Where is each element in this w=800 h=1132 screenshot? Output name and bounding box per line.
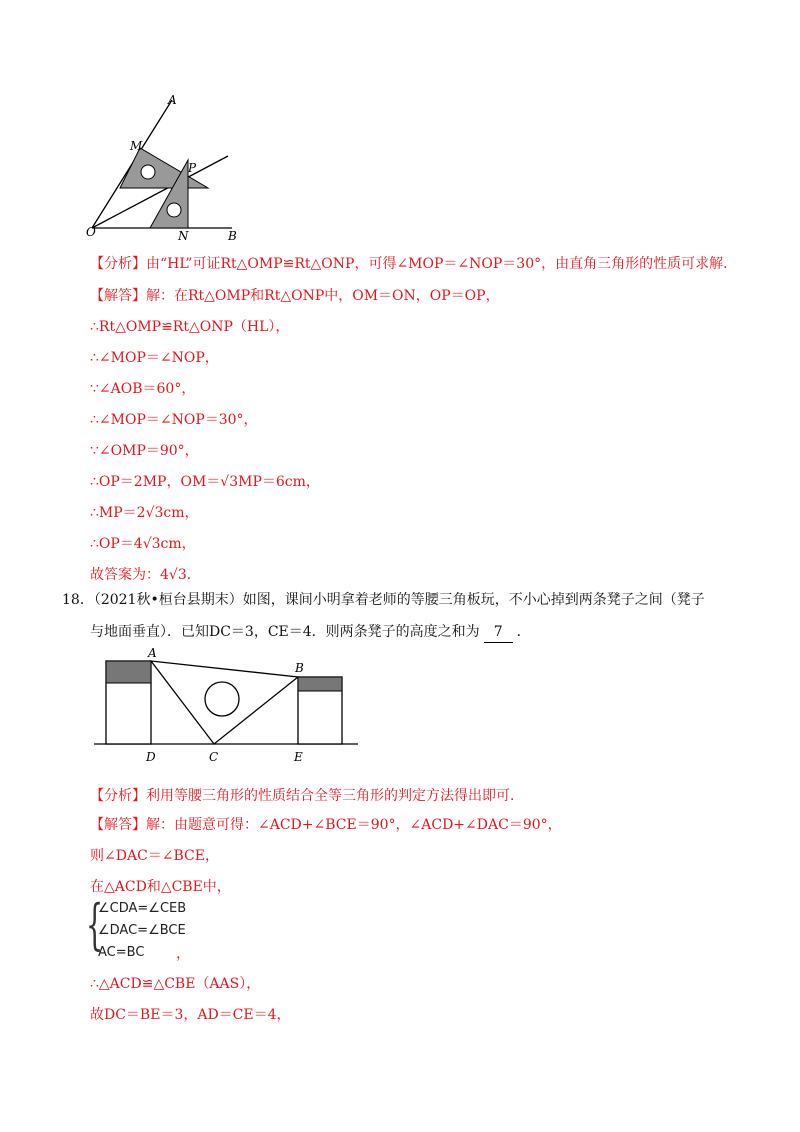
- triangle-hole: [205, 682, 239, 716]
- solution17-line-4: ∵∠AOB＝60°，: [90, 381, 196, 397]
- equation-system: [98, 898, 186, 964]
- label-e2: E: [294, 750, 303, 764]
- solution17-line-3: ∴∠MOP＝∠NOP，: [90, 350, 219, 366]
- solution18-line-4: ∴△ACD≌△CBE（AAS），: [90, 976, 261, 992]
- system-eq-3: AC=BC: [98, 945, 145, 960]
- hole-upper: [141, 165, 155, 179]
- label-c2: C: [209, 750, 219, 764]
- solution17-line-9: ∴OP＝4√3cm，: [90, 536, 196, 552]
- label-a2: A: [148, 646, 157, 660]
- system-brace: {: [86, 893, 104, 956]
- solution18-line-3: 在△ACD和△CBE中，: [90, 879, 231, 895]
- analysis-17: 【分析】由“HL”可证Rt△OMP≌Rt△ONP，可得∠MOP＝∠NOP＝30°，由直角三角形的性质可求解．: [90, 256, 738, 272]
- label-a: A: [168, 93, 177, 107]
- solution18-line-1: 【解答】解：由题意可得：∠ACD+∠BCE＝90°，∠ACD+∠DAC＝90°，: [90, 817, 562, 833]
- system-eq-2: ∠DAC=∠BCE: [98, 923, 186, 938]
- bench-right-top: [298, 677, 342, 691]
- bench-left-top: [106, 661, 151, 683]
- problem18-text-before: 与地面垂直）．已知DC＝3，CE＝4．则两条凳子的高度之和为: [90, 624, 480, 640]
- solution17-line-6: ∵∠OMP＝90°，: [90, 443, 199, 459]
- solution17-line-10: 故答案为：4√3．: [90, 567, 201, 583]
- label-b2: B: [295, 661, 304, 675]
- analysis-18: 【分析】利用等腰三角形的性质结合全等三角形的判定方法得出即可．: [90, 788, 524, 804]
- problem18-text-after: ．: [516, 624, 531, 640]
- system-eq-1: ∠CDA=∠CEB: [98, 901, 187, 916]
- label-d2: D: [146, 750, 156, 764]
- solution17-line-1: 【解答】解：在Rt△OMP和Rt△ONP中，OM＝ON，OP＝OP，: [90, 288, 500, 304]
- system-comma: ，: [176, 946, 190, 962]
- solution17-line-5: ∴∠MOP＝∠NOP＝30°，: [90, 412, 258, 428]
- hole-lower: [167, 203, 181, 217]
- solution17-line-8: ∴MP＝2√3cm，: [90, 505, 199, 521]
- label-m: M: [130, 139, 143, 153]
- problem18-line-1: 18．（2021秋•桓台县期末）如图，课间小明拿着老师的等腰三角板玩，不小心掉到两条凳子之间（凳子: [62, 592, 705, 608]
- label-o: O: [86, 225, 96, 239]
- label-p: P: [188, 161, 197, 175]
- label-b: B: [228, 229, 237, 240]
- solution17-line-7: ∴OP＝2MP，OM＝√3MP＝6cm，: [90, 474, 320, 490]
- problem18-line-2: [90, 622, 531, 643]
- solution18-line-2: 则∠DAC＝∠BCE，: [90, 848, 219, 864]
- solution17-line-2: ∴Rt△OMP≌Rt△ONP（HL），: [90, 319, 290, 335]
- answer-blank: 7: [484, 622, 513, 643]
- figure-angle-aob: [80, 90, 260, 240]
- figure-benches-triangle: [92, 645, 364, 767]
- label-n: N: [178, 229, 189, 240]
- solution18-line-5: 故DC＝BE＝3，AD＝CE＝4，: [90, 1007, 291, 1023]
